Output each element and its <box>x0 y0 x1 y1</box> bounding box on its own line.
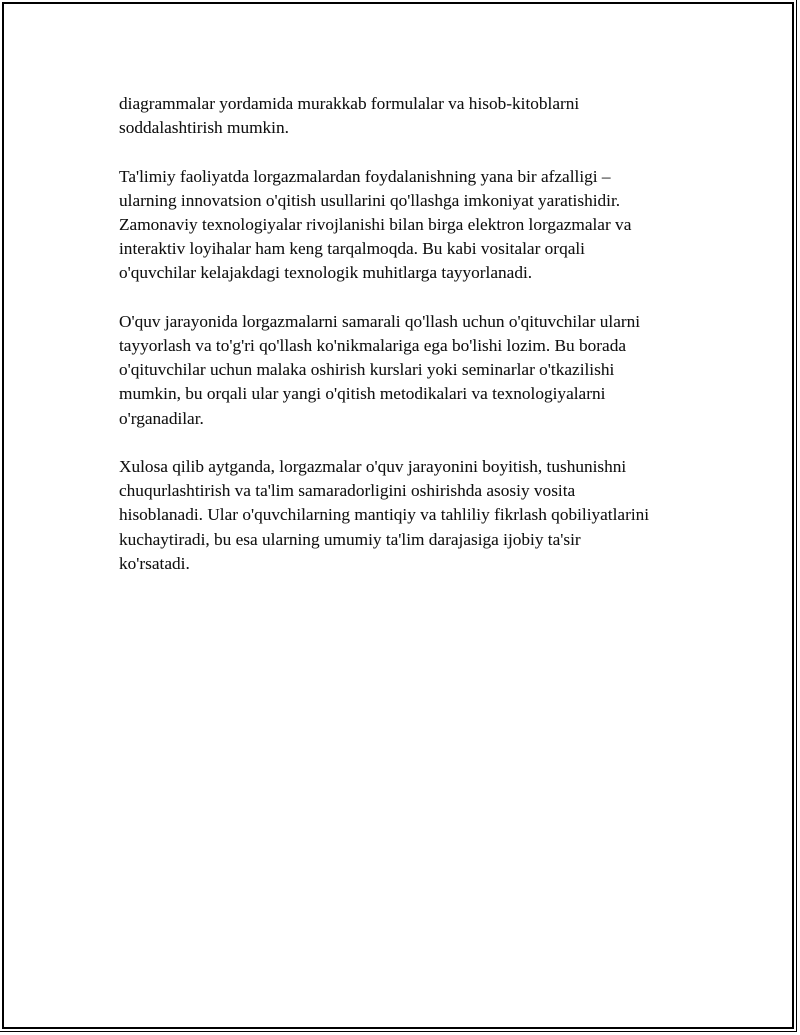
text-line: o'quvchilar kelajakdagi texnologik muhitlarga tayyorlanadi. <box>119 263 533 283</box>
text-line: Ta'limiy faoliyatda lorgazmalardan foydalanishning yana bir afzalligi – <box>119 166 611 186</box>
text-line: soddalashtirish mumkin. <box>119 118 289 138</box>
paragraph-3 <box>119 310 719 431</box>
document-body <box>119 92 719 600</box>
text-line: kuchaytiradi, bu esa ularning umumiy ta'lim darajasiga ijobiy ta'sir <box>119 529 581 549</box>
text-line: hisoblanadi. Ular o'quvchilarning mantiqiy va tahliliy fikrlash qobiliyatlarini <box>119 505 650 525</box>
text-line: interaktiv loyihalar ham keng tarqalmoqda. Bu kabi vositalar orqali <box>119 239 585 259</box>
text-line: ularning innovatsion o'qitish usullarini qo'llashga imkoniyat yaratishidir. <box>119 190 621 210</box>
text-line: tayyorlash va to'g'ri qo'llash ko'nikmalariga ega bo'lishi lozim. Bu borada <box>119 336 627 355</box>
text-line: ko'rsatadi. <box>119 553 190 573</box>
text-line: O'quv jarayonida lorgazmalarni samarali qo'llash uchun o'qituvchilar ularni <box>119 311 641 331</box>
paragraph-1 <box>119 92 719 140</box>
text-line: o'rganadilar. <box>119 408 204 428</box>
text-line: mumkin, bu orqali ular yangi o'qitish metodikalari va texnologiyalarni <box>119 384 606 404</box>
paragraph-2 <box>119 165 719 286</box>
paragraph-4 <box>119 455 719 576</box>
text-line: diagrammalar yordamida murakkab formulalar va hisob-kitoblarni <box>119 94 580 113</box>
text-line: Zamonaviy texnologiyalar rivojlanishi bilan birga elektron lorgazmalar va <box>119 215 632 234</box>
text-line: o'qituvchilar uchun malaka oshirish kurslari yoki seminarlar o'tkazilishi <box>119 360 615 380</box>
text-line: chuqurlashtirish va ta'lim samaradorligini oshirishda asosiy vosita <box>119 481 576 501</box>
text-line: Xulosa qilib aytganda, lorgazmalar o'quv jarayonini boyitish, tushunishni <box>119 457 627 476</box>
